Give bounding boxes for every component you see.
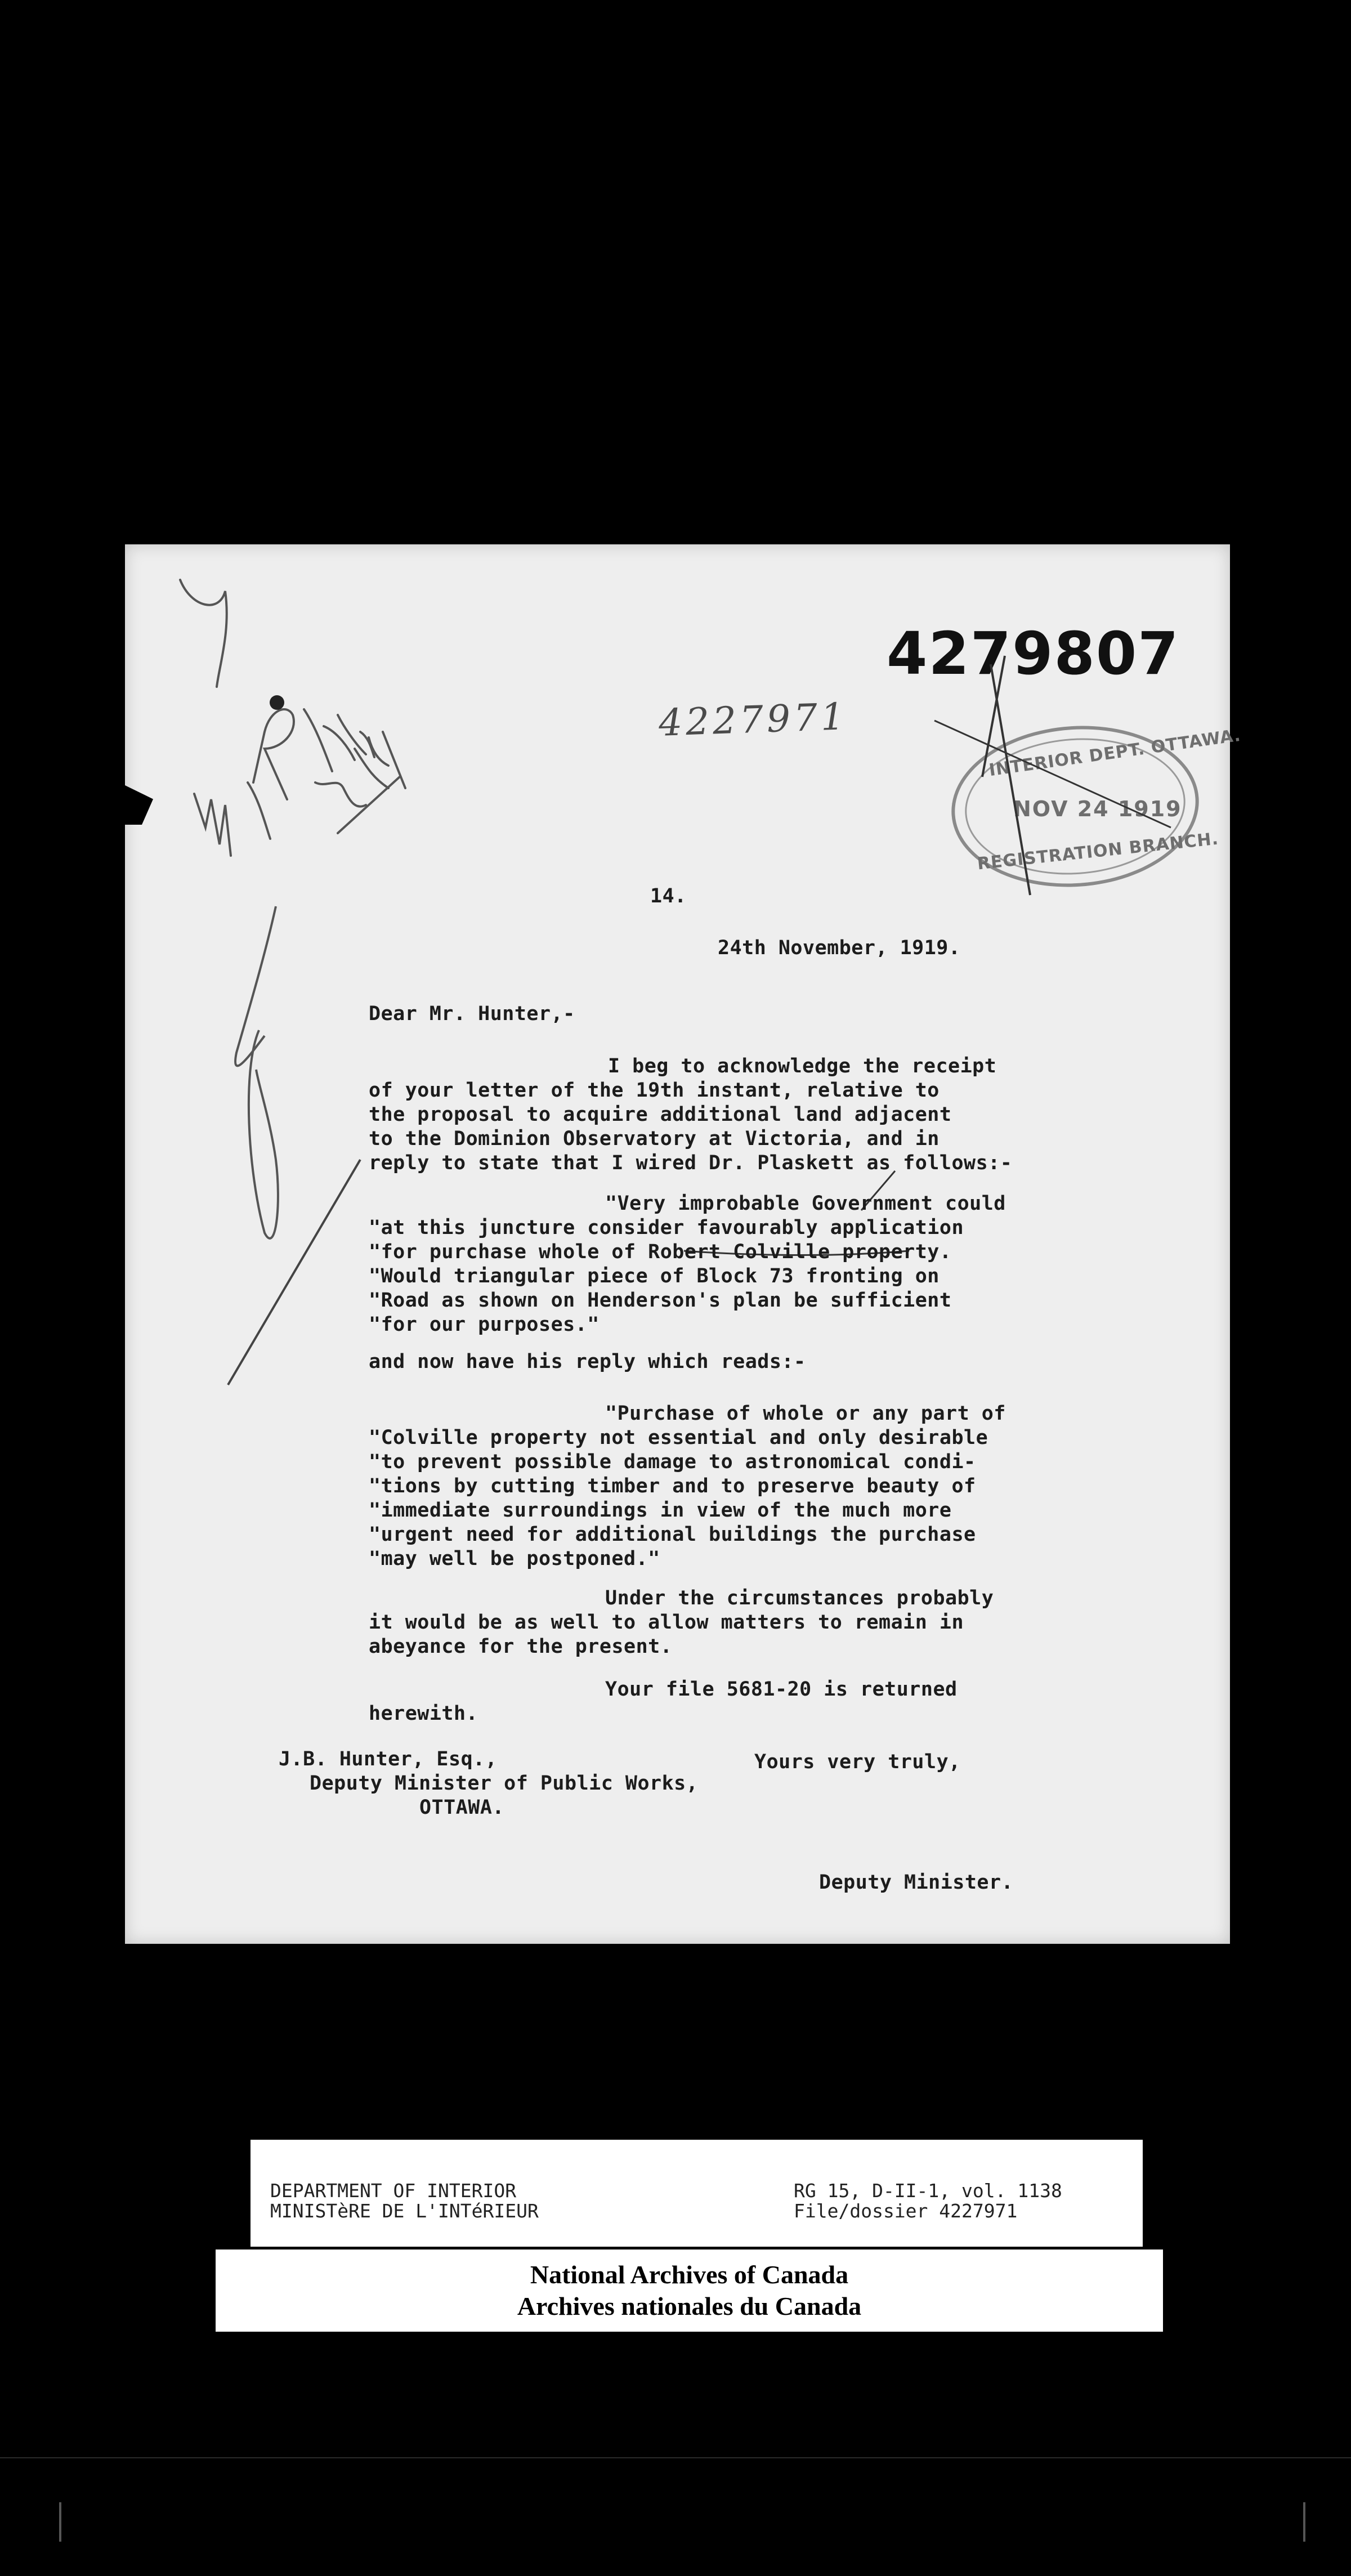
quote2-line4: "tions by cutting timber and to preserve beauty of [369,1475,976,1497]
film-edge-line [0,2457,1351,2458]
paragraph1-line1: I beg to acknowledge the receipt [608,1055,997,1077]
paragraph3-line3: abeyance for the present. [369,1635,673,1658]
archive-reference-label [250,2140,1143,2247]
paragraph3-line1: Under the circumstances probably [605,1587,994,1609]
film-edge-mark-right [1303,2502,1305,2542]
quote2-line2: "Colville property not essential and only desirable [369,1426,988,1449]
registry-stamp-date: NOV 24 1919 [1013,797,1182,821]
stamp-tick-mark [982,656,1030,895]
quote2-line6: "urgent need for additional buildings the purchase [369,1523,976,1546]
department-name-en: DEPARTMENT OF INTERIOR [270,2180,517,2202]
handwritten-file-number: 4227971 [657,695,849,745]
quote1-line6: "for our purposes." [369,1313,600,1336]
archives-banner [216,2249,1163,2332]
letter-date: 24th November, 1919. [718,937,961,959]
salutation: Dear Mr. Hunter,- [369,1003,575,1025]
quote2-line3: "to prevent possible damage to astronomical condi- [369,1451,976,1473]
paragraph1-line4: to the Dominion Observatory at Victoria, and in [369,1128,940,1150]
signature-title: Deputy Minister. [819,1871,1014,1894]
addressee-line1: J.B. Hunter, Esq., [279,1748,498,1770]
handwritten-diagonal-stroke [228,1160,360,1385]
archives-name-fr: Archives nationales du Canada [517,2292,862,2320]
stamp-slash [934,721,1171,828]
archive-reference: RG 15, D-II-1, vol. 1138 [794,2180,1062,2202]
department-name-fr: MINISTèRE DE L'INTéRIEUR [270,2200,539,2222]
quote1-line3: "for purchase whole of Robert Colville property. [369,1241,952,1263]
page-number: 14. [650,885,687,907]
reply-intro: and now have his reply which reads:- [369,1350,806,1373]
paragraph3-line2: it would be as well to allow matters to remain in [369,1611,964,1634]
archives-name-en: National Archives of Canada [530,2260,849,2289]
paragraph1-line2: of your letter of the 19th instant, relative to [369,1079,940,1102]
registry-stamp-top-text: INTERIOR DEPT. OTTAWA. [987,725,1242,781]
quote2-line5: "immediate surroundings in view of the much more [369,1499,952,1522]
quote1-line1: "Very improbable Government could [605,1192,1006,1215]
closing: Yours very truly, [754,1751,961,1773]
addressee-line3: OTTAWA. [419,1796,505,1819]
film-edge-mark-left [59,2502,61,2542]
quote2-line1: "Purchase of whole or any part of [605,1402,1006,1425]
registry-stamp-bottom-text: REGISTRATION BRANCH. [976,829,1220,874]
quote1-line5: "Road as shown on Henderson's plan be sufficient [369,1289,952,1312]
paragraph4-line1: Your file 5681-20 is returned [605,1678,958,1701]
quote1-line2: "at this juncture consider favourably application [369,1217,964,1239]
paragraph1-line5: reply to state that I wired Dr. Plaskett as follows:- [369,1152,1013,1174]
quote1-line4: "Would triangular piece of Block 73 fronting on [369,1265,940,1287]
paragraph4-line2: herewith. [369,1702,478,1725]
paragraph1-line3: the proposal to acquire additional land adjacent [369,1103,952,1126]
archive-file-number: File/dossier 4227971 [794,2200,1018,2222]
handwritten-note-mr-roberts-to-file [180,580,405,856]
addressee-line2: Deputy Minister of Public Works, [310,1772,699,1795]
stamped-document-number: 4279807 [887,619,1180,688]
quote2-line7: "may well be postponed." [369,1548,660,1570]
handwritten-loop [249,1030,278,1238]
